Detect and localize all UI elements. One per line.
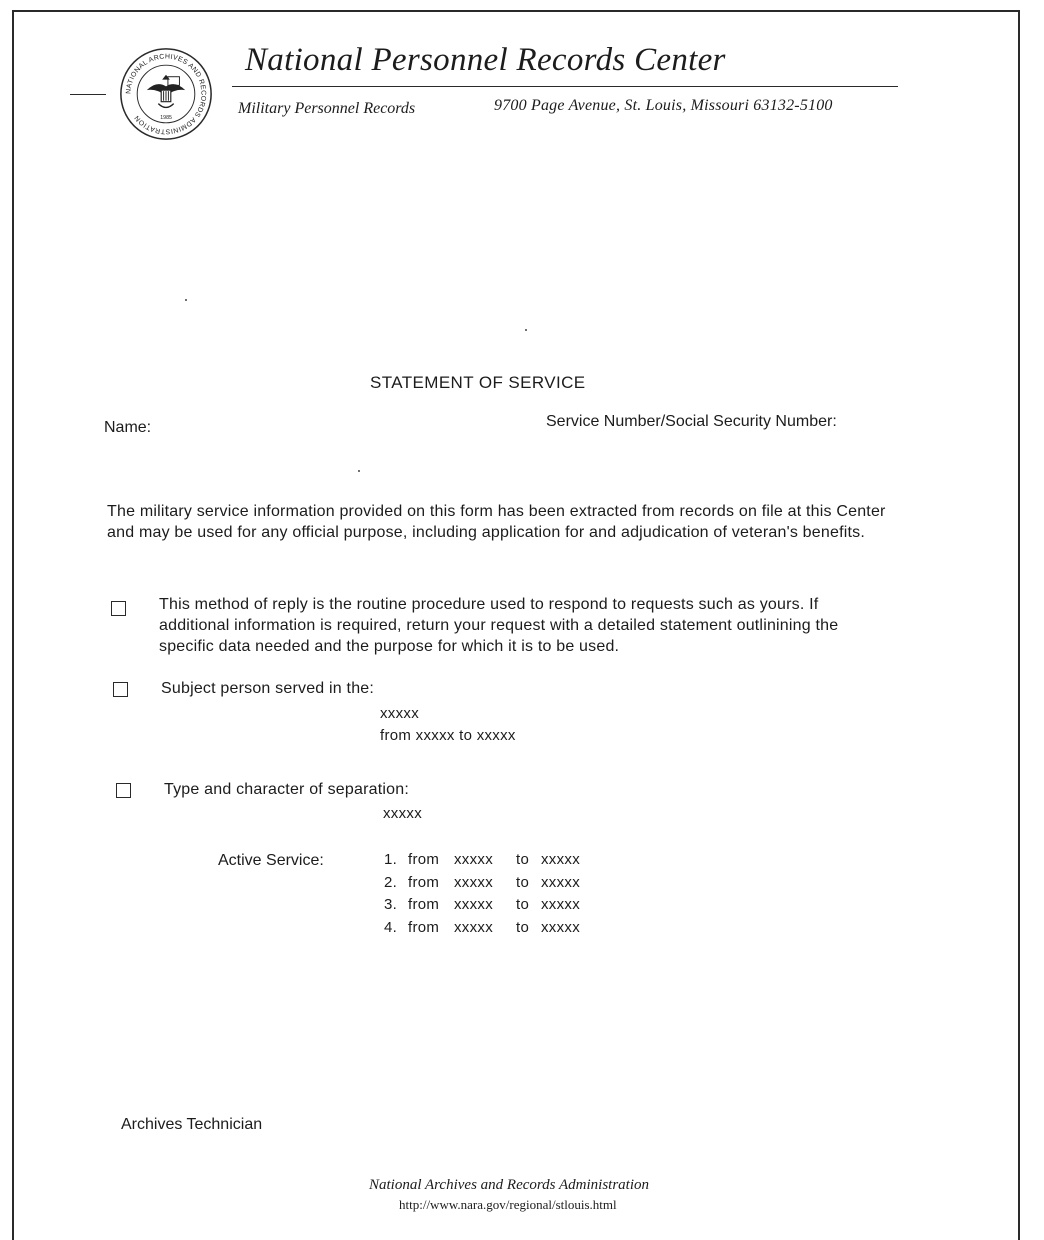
header-title: National Personnel Records Center xyxy=(245,42,726,78)
name-label: Name: xyxy=(104,419,152,436)
header-rule xyxy=(232,86,898,87)
scan-speck xyxy=(185,299,187,301)
seal-year: 1985 xyxy=(160,114,172,121)
separation-text: Type and character of separation: xyxy=(164,781,409,798)
footer-url[interactable]: http://www.nara.gov/regional/stlouis.html xyxy=(399,1197,617,1212)
service-period-value: from xxxxx to xxxxx xyxy=(380,727,516,744)
form-title: STATEMENT OF SERVICE xyxy=(370,373,586,392)
period-to-value: xxxxx xyxy=(541,851,580,868)
period-from-value: xxxxx xyxy=(454,873,493,891)
header-subtitle: Military Personnel Records xyxy=(238,100,416,117)
period-number: 1. xyxy=(384,851,398,868)
period-number: 4. xyxy=(384,918,398,936)
seal-text: NATIONAL ARCHIVES AND RECORDS ADMINISTRATION xyxy=(125,53,207,135)
period-from-label: from xyxy=(408,896,440,913)
period-to-value: xxxxx xyxy=(541,873,580,891)
period-from-label: from xyxy=(408,851,440,868)
period-from-label: from xyxy=(408,918,440,936)
routine-reply-text: This method of reply is the routine procedure used to respond to requests such as yours. If additional information is required, return your request with a detailed statement outlinining the specific data needed and the purpose for which it is to be used. xyxy=(159,596,839,655)
period-from-value: xxxxx xyxy=(454,896,493,913)
header-address: 9700 Page Avenue, St. Louis, Missouri 63132-5100 xyxy=(494,97,833,114)
header-left-rule xyxy=(70,94,106,95)
period-number: 2. xyxy=(384,873,398,891)
intro-paragraph: The military service information provided on this form has been extracted from records on file at this Center and may be used for any official purpose, including application for and adjudication of veteran's benefits. xyxy=(107,503,886,541)
period-to-value: xxxxx xyxy=(541,896,580,913)
footer-agency: National Archives and Records Administration xyxy=(369,1177,649,1193)
period-number: 3. xyxy=(384,896,398,913)
period-from-label: from xyxy=(408,873,440,891)
ssn-label: Service Number/Social Security Number: xyxy=(546,413,837,430)
period-to-label: to xyxy=(516,851,530,868)
period-from-value: xxxxx xyxy=(454,851,493,868)
routine-reply-checkbox[interactable] xyxy=(111,601,126,616)
service-branch-text: Subject person served in the: xyxy=(161,680,375,697)
period-to-label: to xyxy=(516,873,530,891)
period-to-label: to xyxy=(516,896,530,913)
scan-speck xyxy=(358,470,360,472)
scan-speck xyxy=(525,329,527,331)
active-service-label: Active Service: xyxy=(218,852,324,869)
period-to-label: to xyxy=(516,918,530,936)
separation-value: xxxxx xyxy=(383,805,422,822)
signature-title: Archives Technician xyxy=(121,1116,263,1133)
nara-seal-icon xyxy=(118,46,214,142)
period-from-value: xxxxx xyxy=(454,918,493,936)
service-branch-value: xxxxx xyxy=(380,705,419,722)
separation-checkbox[interactable] xyxy=(116,783,131,798)
period-to-value: xxxxx xyxy=(541,918,580,936)
service-branch-checkbox[interactable] xyxy=(113,682,128,697)
